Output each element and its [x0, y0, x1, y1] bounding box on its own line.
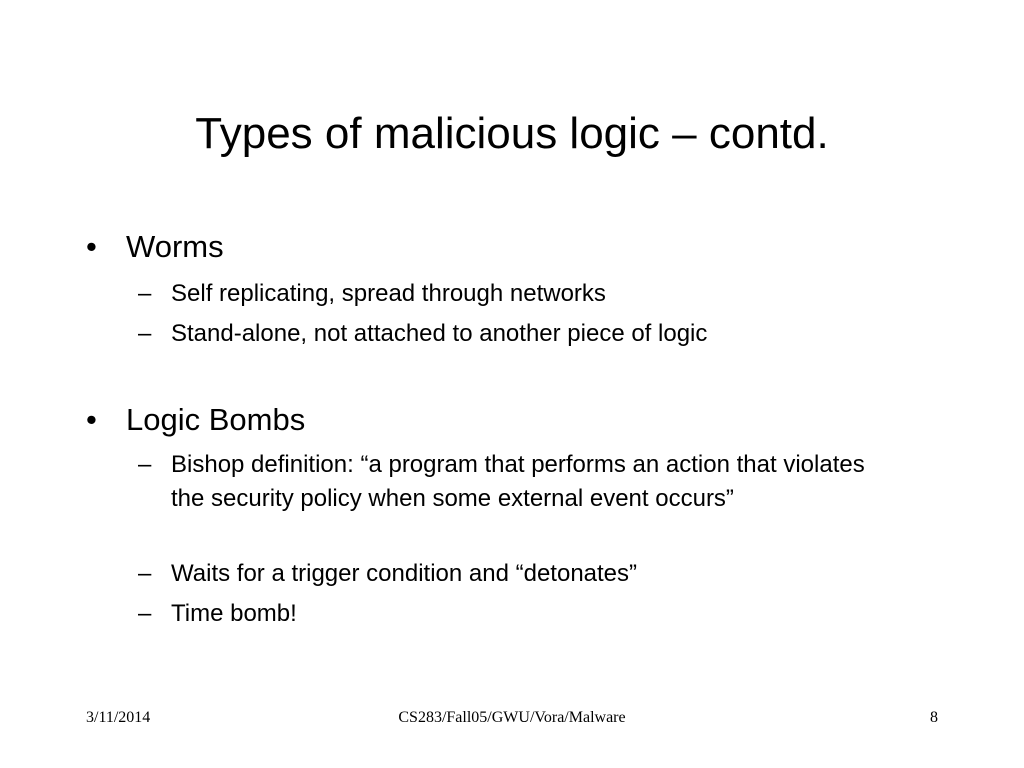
sub-bullet [138, 277, 898, 311]
sub-bullet [138, 597, 898, 631]
sub-bullet-marker: – [138, 320, 152, 347]
bullet-marker: • [86, 229, 97, 264]
slide-title: Types of malicious logic – contd. [195, 109, 829, 158]
sub-bullet [138, 317, 898, 351]
sub-bullet-text: Self replicating, spread through networks [171, 280, 606, 307]
bullet-marker: • [86, 402, 97, 437]
sub-bullet-marker: – [138, 451, 152, 478]
footer-date: 3/11/2014 [86, 709, 151, 726]
sub-bullet-marker: – [138, 560, 152, 587]
footer-page-number: 8 [930, 709, 938, 726]
bullet-text: Logic Bombs [126, 402, 306, 437]
footer-course-path: CS283/Fall05/GWU/Vora/Malware [398, 709, 626, 726]
sub-bullet-text: Stand-alone, not attached to another piece of logic [171, 320, 708, 347]
sub-bullet-marker: – [138, 600, 152, 627]
sub-bullet-text: Waits for a trigger condition and “detonates” [171, 560, 638, 587]
sub-bullet-marker: – [138, 280, 152, 307]
sub-bullet-text: Time bomb! [171, 600, 297, 627]
sub-bullet [138, 557, 898, 591]
sub-bullet [138, 448, 898, 516]
bullet-logic-bombs [86, 402, 926, 438]
bullet-text: Worms [126, 229, 224, 264]
sub-bullet-text: Bishop definition: “a program that performs an action that violates the security policy when some external event occurs” [171, 451, 865, 512]
bullet-worms [86, 229, 926, 265]
